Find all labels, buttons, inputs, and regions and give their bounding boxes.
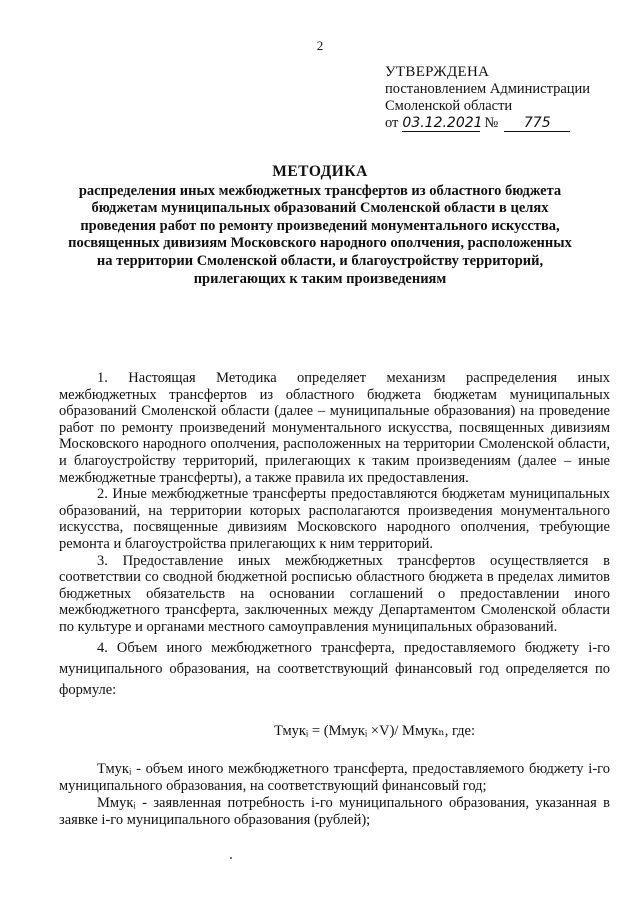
handwritten-date: 03.12.2021 [402,115,483,131]
from-label: от [385,115,399,131]
handwritten-number: 775 [504,116,570,132]
document-subtitle: распределения иных межбюджетных трансфертов из областного бюджета бюджетам муниципальных образований Смоленской области в целях проведения работ по ремонту произведений монументального искусства, посвященных дивизиям Московского народного ополчения, расположенных на территории Смоленской области, и благоустройству территорий, прилегающих к таким произведениям [68,182,572,287]
approval-line-resolution: постановлением Администрации [385,81,591,97]
approval-line-region: Смоленской области [385,98,513,114]
scan-speck [230,857,232,859]
document-heading [60,163,580,288]
approval-date-line [385,115,590,132]
document-body [59,370,610,829]
approval-title: УТВЕРЖДЕНА [385,64,490,80]
paragraph-2: 2. Иные межбюджетные трансферты предоставляются бюджетам муниципальных образований, на территории которых располагаются произведения монументального искусства, посвященные дивизиям Московского народного ополчения, требующие ремонта и благоустройства прилегающих к ним территорий. [59,486,610,552]
paragraph-3: 3. Предоставление иных межбюджетных трансфертов осуществляется в соответствии со сводной бюджетной росписью областного бюджета в пределах лимитов бюджетных обязательств на основании соглашений о предоставлении иного межбюджетного трансферта, заключенных между Департаментом Смоленской области по культуре и органами местного самоуправления муниципальных образований. [59,552,610,635]
paragraph-4: 4. Объем иного межбюджетного трансферта, предоставляемого бюджету i-го муниципального образования, на соответствующий финансовый год определяется по формуле: [59,639,610,698]
document-title: МЕТОДИКА [272,163,368,180]
paragraph-1: 1. Настоящая Методика определяет механизм распределения иных межбюджетных трансфертов из областного бюджета бюджетам муниципальных образований Смоленской области (далее – муниципальные образования) на проведение работ по ремонту произведений монументального искусства, посвященных дивизиям Московского народного ополчения, расположенных на территории Смоленской области, и благоустройству территорий, прилегающих к таким произведениям (далее – иные межбюджетные трансферты), а также правила их предоставления. [59,370,610,486]
definition-mmuk: Ммукᵢ - заявленная потребность i-го муниципального образования, указанная в заявке i-го муниципального образования (рублей); [59,795,610,829]
definition-tmuk: Тмукᵢ - объем иного межбюджетного трансферта, предоставляемого бюджету i-го муниципального образования, на соответствующий финансовый год; [59,761,610,795]
page-number: 2 [316,38,324,53]
number-label: № [484,115,499,131]
formula: Тмукᵢ = (Ммукᵢ ×V)/ Ммукₙ, где: [273,722,476,739]
approval-block [385,64,590,132]
